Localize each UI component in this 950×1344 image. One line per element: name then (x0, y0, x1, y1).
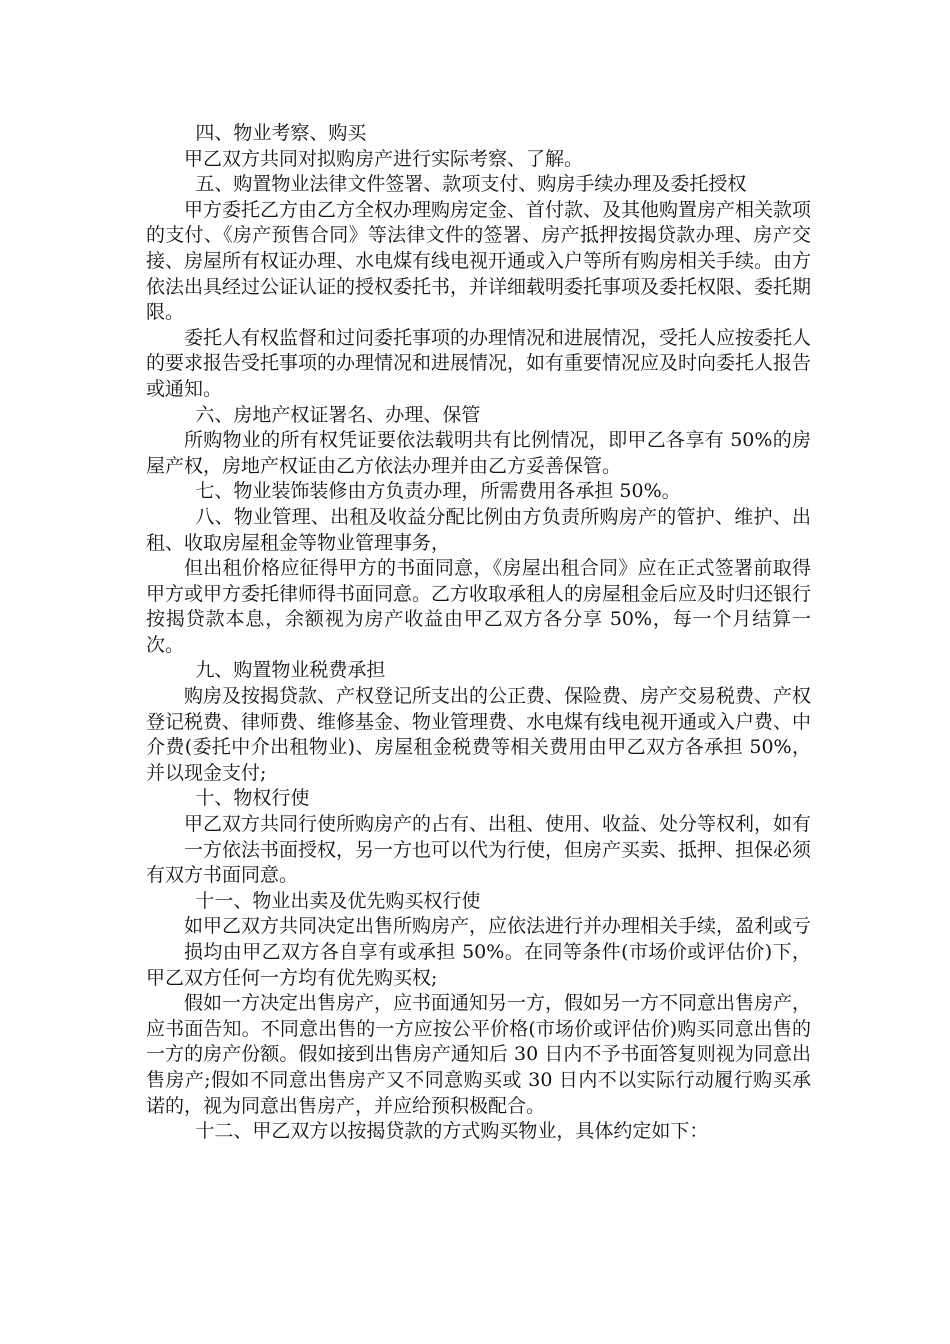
section-heading-sale-preemption: 十一、物业出卖及优先购买权行使 (195, 889, 481, 912)
paragraph: 如甲乙双方共同决定出售所购房产，应依法进行并办理相关手续，盈利或亏 (184, 915, 812, 938)
paragraph: 购房及按揭贷款、产权登记所支出的公正费、保险费、房产交易税费、产权登记税费、律师费、维修基金、物业管理费、水电煤有线电视开通或入户费、中介费(委托中介出租物业)、房屋租金税费等相关费用由甲乙双方各承担 50%，并以现金支付; (146, 685, 812, 784)
section-heading-property-rights: 十、物权行使 (195, 787, 310, 810)
paragraph: 假如一方决定出售房产，应书面通知另一方，假如另一方不同意出售房产，应书面告知。不同意出售的一方应按公平价格(市场价或评估价)购买同意出售的一方的房产份额。假如接到出售房产通知后 30 日内不予书面答复则视为同意出售房产;假如不同意出售房产又不同意购买或 30 日内不以实际行动履行购买承诺的，视为同意出售房产，并应给预积极配合。 (146, 992, 812, 1117)
paragraph: 甲乙双方共同对拟购房产进行实际考察、了解。 (184, 147, 584, 170)
paragraph: 甲乙双方共同行使所购房产的占有、出租、使用、收益、处分等权利，如有 (184, 813, 812, 836)
section-heading-decoration: 七、物业装饰装修由方负责办理，所需费用各承担 50%。 (195, 480, 681, 503)
paragraph: 一方依法书面授权，另一方也可以代为行使，但房产买卖、抵押、担保必须有双方书面同意。 (146, 838, 812, 887)
paragraph: 损均由甲乙双方各自享有或承担 50%。在同等条件(市场价或评估价)下，甲乙双方任何一方均有优先购买权; (146, 941, 811, 989)
section-heading-legal-documents: 五、购置物业法律文件签署、款项支付、购房手续办理及委托授权 (195, 173, 747, 196)
paragraph: 甲方委托乙方由乙方全权办理购房定金、首付款、及其他购置房产相关款项的支付、《房产预售合同》等法律文件的签署、房产抵押按揭贷款办理、房产交接、房屋所有权证办理、水电煤有线电视开通或入户等所有购房相关手续。由方依法出具经过公证认证的授权委托书，并详细载明委托事项及委托权限、委托期限。 (146, 198, 812, 324)
section-heading-taxes: 九、购置物业税费承担 (195, 659, 386, 682)
section-heading-title-certificate: 六、房地产权证署名、办理、保管 (195, 403, 481, 426)
section-heading-property-management: 八、物业管理、出租及收益分配比例由方负责所购房产的管护、维护、出租、收取房屋租金等物业管理事务， (146, 505, 811, 554)
section-heading-mortgage: 十二、甲乙双方以按揭贷款的方式购买物业，具体约定如下： (195, 1120, 709, 1143)
document-body (146, 121, 811, 1145)
paragraph: 但出租价格应征得甲方的书面同意，《房屋出租合同》应在正式签署前取得甲方或甲方委托律师得书面同意。乙方收取承租人的房屋租金后应及时归还银行按揭贷款本息，余额视为房产收益由甲乙双方各分享 50%，每一个月结算一次。 (146, 557, 812, 656)
paragraph: 所购物业的所有权凭证要依法载明共有比例情况，即甲乙各享有 50%的房屋产权，房地产权证由乙方依法办理并由乙方妥善保管。 (146, 429, 811, 477)
section-heading-property-inspection: 四、物业考察、购买 (195, 122, 367, 144)
paragraph: 委托人有权监督和过问委托事项的办理情况和进展情况，受托人应按委托人的要求报告受托事项的办理情况和进展情况，如有重要情况应及时向委托人报告或通知。 (146, 326, 812, 400)
